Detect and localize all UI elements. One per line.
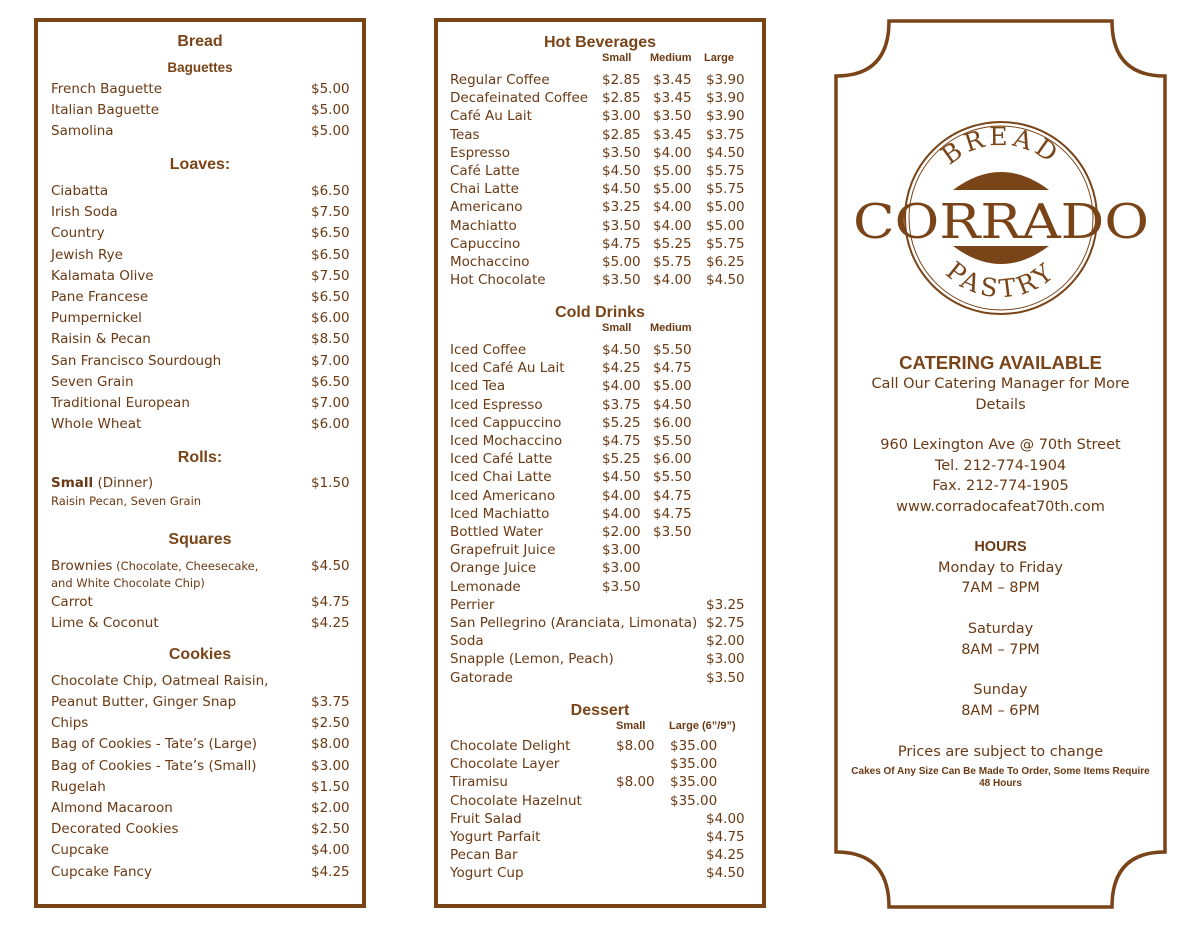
menu-item-name: Cupcake <box>51 842 109 859</box>
menu-item-row <box>450 865 750 883</box>
menu-item-name: Rugelah <box>51 778 106 795</box>
price-medium: $4.00 <box>653 199 692 216</box>
menu-item-name: Decafeinated Coffee <box>450 90 589 107</box>
menu-item-name: Teas <box>450 126 480 143</box>
menu-item-row <box>450 542 750 560</box>
menu-item-price: $5.00 <box>311 123 350 140</box>
price-small: $3.75 <box>602 396 641 413</box>
cold-header-small: Small <box>602 322 632 334</box>
menu-item-name: Iced Espresso <box>450 396 543 413</box>
menu-item-name: French Baguette <box>51 81 163 97</box>
price-large: $5.75 <box>706 235 745 252</box>
menu-item-row <box>450 163 750 181</box>
menu-item-row <box>450 181 750 199</box>
menu-item-row <box>450 108 750 126</box>
price-large: $2.75 <box>706 615 745 631</box>
price-medium: $4.00 <box>653 217 692 234</box>
cold-header-medium: Medium <box>650 322 692 334</box>
rolls-title: Rolls: <box>177 449 223 466</box>
price-small: $4.75 <box>602 433 641 449</box>
hot-header-medium: Medium <box>650 52 692 64</box>
menu-item-name: Country <box>51 225 105 242</box>
menu-item-name: Capuccino <box>450 235 521 252</box>
price-small: $5.00 <box>602 254 641 270</box>
menu-item-row <box>450 560 750 578</box>
menu-item-name: Iced Coffee <box>450 342 527 358</box>
price-small: $3.00 <box>602 560 641 577</box>
menu-item-row <box>450 451 750 469</box>
price-small: $3.00 <box>602 108 641 125</box>
price-medium: $4.75 <box>653 505 692 522</box>
menu-item-row <box>450 218 750 236</box>
menu-item-name: Pumpernickel <box>51 310 142 327</box>
menu-item-row <box>51 694 351 712</box>
catering-line-1: Call Our Catering Manager for More <box>871 376 1130 392</box>
menu-item-name: Regular Coffee <box>450 72 550 88</box>
menu-item-name: Irish Soda <box>51 204 118 221</box>
dessert-header-small: Small <box>616 720 646 732</box>
price-large: $2.00 <box>706 633 745 650</box>
price-large: $3.90 <box>706 72 745 88</box>
price-medium: $5.50 <box>653 469 692 486</box>
menu-item-price: $7.00 <box>311 352 350 369</box>
price-small: $4.00 <box>602 487 641 504</box>
price-large: $3.00 <box>706 651 745 668</box>
rolls-varieties: Raisin Pecan, Seven Grain <box>51 494 202 508</box>
menu-item-row <box>450 145 750 163</box>
menu-item-name: Iced Mochaccino <box>450 433 563 449</box>
price-large: $5.00 <box>706 199 745 216</box>
cold-drinks-title: Cold Drinks <box>555 304 645 321</box>
menu-item-price: $4.75 <box>311 594 350 610</box>
logo-pastry-text: PASTRY <box>940 255 1062 304</box>
menu-item-name: Grapefruit Juice <box>450 542 556 559</box>
saturday-label: Saturday <box>967 621 1034 637</box>
price-large: $3.75 <box>706 126 745 143</box>
menu-item-row <box>51 81 351 99</box>
baguettes-title: Baguettes <box>167 60 233 75</box>
menu-item-name: Café Au Lait <box>450 108 532 125</box>
price-medium: $5.75 <box>653 254 692 270</box>
menu-item-row <box>51 395 351 413</box>
menu-item-name: Carrot <box>51 594 93 610</box>
brownies-name: Brownies <box>51 558 113 574</box>
price-medium: $3.45 <box>653 126 692 143</box>
menu-item-row <box>450 127 750 145</box>
menu-item-price: $2.00 <box>311 800 350 816</box>
brownies-note-2: and White Chocolate Chip) <box>51 576 205 590</box>
menu-item-price: $2.50 <box>311 715 350 732</box>
menu-item-name: Iced Chai Latte <box>450 469 552 486</box>
price-small: $2.00 <box>602 524 641 540</box>
logo-top-dome <box>953 172 1049 190</box>
menu-item-row <box>51 225 351 243</box>
menu-item-name: Machiatto <box>450 217 517 234</box>
menu-item-name: Italian Baguette <box>51 102 160 119</box>
menu-item-price: $6.50 <box>311 183 350 199</box>
menu-item-name: Whole Wheat <box>51 416 142 433</box>
menu-item-row <box>51 842 351 860</box>
rolls-small-label: Small <box>51 475 94 491</box>
menu-item-name: Jewish Rye <box>51 246 123 263</box>
menu-item-name: Samolina <box>51 123 114 140</box>
menu-item-name: Iced Café Latte <box>450 451 553 468</box>
hot-header-large: Large <box>704 52 734 64</box>
menu-item-row <box>51 615 351 633</box>
menu-item-name: Mochaccino <box>450 254 530 270</box>
price-medium: $4.00 <box>653 144 692 161</box>
price-large: $35.00 <box>670 756 718 773</box>
price-large: $6.25 <box>706 254 745 270</box>
brownies-note: (Chocolate, Cheesecake, <box>112 559 259 573</box>
website-link[interactable]: www.corradocafeat70th.com <box>896 499 1105 515</box>
menu-item-name: Chips <box>51 715 89 732</box>
menu-item-row <box>51 123 351 141</box>
price-large: $3.25 <box>706 596 745 613</box>
price-medium: $5.50 <box>653 342 692 358</box>
menu-item-row <box>450 378 750 396</box>
menu-item-name: Café Latte <box>450 163 520 179</box>
brownies-price: $4.50 <box>311 558 350 574</box>
logo-bread-text: BREAD <box>935 121 1067 171</box>
price-small: $4.50 <box>602 181 641 198</box>
price-each: $4.50 <box>706 865 745 882</box>
menu-item-name: Hot Chocolate <box>450 272 546 289</box>
menu-item-name: Iced Tea <box>450 378 506 395</box>
price-each: $4.00 <box>706 810 745 827</box>
menu-item-name: Soda <box>450 633 484 650</box>
menu-item-name: Pecan Bar <box>450 847 518 864</box>
menu-item-name: Pane Francese <box>51 289 149 305</box>
menu-item-row <box>450 670 750 688</box>
menu-item-name: Chocolate Hazelnut <box>450 792 582 809</box>
price-small: $4.50 <box>602 163 641 179</box>
menu-item-price: $8.50 <box>311 331 350 348</box>
menu-item-row <box>450 506 750 524</box>
dessert-title: Dessert <box>570 702 630 719</box>
catering-title: CATERING AVAILABLE <box>899 352 1102 373</box>
menu-item-name: Yogurt Cup <box>450 865 524 882</box>
loaves-title: Loaves: <box>169 156 231 173</box>
menu-item-row <box>450 615 750 633</box>
price-medium: $5.00 <box>653 163 692 179</box>
menu-item-row <box>450 397 750 415</box>
price-large: $4.50 <box>706 272 745 289</box>
price-small: $4.25 <box>602 360 641 377</box>
rolls-small-row <box>51 475 351 493</box>
price-medium: $3.45 <box>653 90 692 107</box>
price-medium: $4.00 <box>653 272 692 289</box>
cookies-title: Cookies <box>168 646 232 663</box>
menu-item-price: $7.50 <box>311 267 350 284</box>
menu-item-price: $4.25 <box>311 615 350 632</box>
menu-item-name: Gatorade <box>450 669 513 686</box>
menu-item-name: Decorated Cookies <box>51 821 179 838</box>
menu-item-row <box>450 847 750 865</box>
price-large: $3.90 <box>706 90 745 107</box>
menu-item-row <box>51 310 351 328</box>
menu-item-price: $6.00 <box>311 416 350 433</box>
price-small: $5.25 <box>602 451 641 468</box>
menu-item-name: Chocolate Layer <box>450 756 560 773</box>
prices-note: Prices are subject to change <box>897 744 1104 760</box>
saturday-hours: 8AM – 7PM <box>961 642 1040 658</box>
menu-item-price: $3.75 <box>311 694 350 710</box>
menu-item-row <box>450 651 750 669</box>
price-large: $4.50 <box>706 144 745 161</box>
price-small: $3.25 <box>602 199 641 216</box>
menu-item-name: Bag of Cookies - Tate’s (Large) <box>51 736 258 753</box>
hot-header-small: Small <box>602 52 632 64</box>
menu-item-row <box>51 247 351 265</box>
menu-item-row <box>450 469 750 487</box>
sunday-hours: 8AM – 6PM <box>961 703 1040 719</box>
menu-item-row <box>450 738 750 756</box>
price-small: $4.00 <box>602 378 641 395</box>
weekday-label: Monday to Friday <box>938 560 1063 576</box>
menu-item-name: Peanut Butter, Ginger Snap <box>51 694 237 710</box>
menu-item-row <box>51 204 351 222</box>
menu-item-row <box>51 102 351 120</box>
bread-menu-panel <box>34 18 366 908</box>
menu-item-price: $6.50 <box>311 289 350 305</box>
menu-item-row <box>450 90 750 108</box>
menu-item-row <box>51 594 351 612</box>
price-small: $2.85 <box>602 90 641 107</box>
menu-item-name: Bottled Water <box>450 524 543 540</box>
menu-item-name: Chai Latte <box>450 181 519 198</box>
menu-item-row <box>51 758 351 776</box>
menu-item-row <box>450 774 750 792</box>
price-medium: $5.50 <box>653 433 692 449</box>
menu-item-row <box>51 779 351 797</box>
menu-item-row <box>450 254 750 272</box>
menu-item-price: $5.00 <box>311 102 350 119</box>
price-medium: $5.25 <box>653 235 692 252</box>
price-medium: $5.00 <box>653 181 692 198</box>
menu-item-row <box>450 793 750 811</box>
menu-item-row <box>450 597 750 615</box>
menu-item-row <box>450 272 750 290</box>
price-small: $4.75 <box>602 235 641 252</box>
menu-item-name: Lime & Coconut <box>51 615 159 632</box>
menu-item-name: Snapple (Lemon, Peach) <box>450 651 614 668</box>
price-small: $4.50 <box>602 342 641 358</box>
price-large: $3.50 <box>706 669 745 686</box>
menu-item-name: Iced Machiatto <box>450 505 550 522</box>
price-large: $35.00 <box>670 774 718 791</box>
menu-item-price: $6.50 <box>311 246 350 263</box>
rolls-price: $1.50 <box>311 475 350 491</box>
menu-item-row <box>450 199 750 217</box>
menu-item-row <box>450 524 750 542</box>
menu-item-name: Seven Grain <box>51 373 134 390</box>
cookies-line1 <box>51 673 351 691</box>
price-medium: $4.75 <box>653 360 692 377</box>
menu-item-price: $6.50 <box>311 373 350 390</box>
menu-item-name: Yogurt Parfait <box>450 829 541 845</box>
weekday-hours: 7AM – 8PM <box>961 580 1040 596</box>
rolls-small-suffix: (Dinner) <box>93 475 154 491</box>
menu-item-row <box>450 360 750 378</box>
menu-item-price: $5.00 <box>311 81 350 97</box>
menu-item-name: Cupcake Fancy <box>51 863 152 880</box>
menu-item-row <box>51 800 351 818</box>
menu-item-row <box>51 374 351 392</box>
menu-item-row <box>450 488 750 506</box>
fax: Fax. 212-774-1905 <box>932 478 1069 494</box>
menu-item-row <box>450 236 750 254</box>
price-medium: $3.50 <box>653 108 692 125</box>
price-medium: $5.00 <box>653 378 692 395</box>
price-medium: $6.00 <box>653 451 692 468</box>
cookies-line1-text: Chocolate Chip, Oatmeal Raisin, <box>51 673 269 689</box>
menu-item-row <box>51 736 351 754</box>
beverages-menu-panel <box>434 18 766 908</box>
menu-item-row <box>51 268 351 286</box>
logo-corrado-text: CORRADO <box>853 194 1149 250</box>
menu-item-price: $4.00 <box>311 842 350 859</box>
price-small: $3.50 <box>602 272 641 289</box>
menu-item-row <box>450 633 750 651</box>
price-large: $35.00 <box>670 792 718 809</box>
menu-item-price: $3.00 <box>311 757 350 774</box>
menu-item-price: $8.00 <box>311 736 350 753</box>
price-each: $4.25 <box>706 847 745 864</box>
price-small: $3.50 <box>602 578 641 595</box>
menu-item-row <box>51 353 351 371</box>
menu-item-row <box>51 416 351 434</box>
price-medium: $4.50 <box>653 396 692 413</box>
order-note: Cakes Of Any Size Can Be Made To Order, Some Items Require 48 Hours <box>851 766 1150 789</box>
menu-item-row <box>450 72 750 90</box>
menu-item-price: $6.50 <box>311 225 350 242</box>
telephone: Tel. 212-774-1904 <box>934 458 1067 474</box>
price-medium: $3.45 <box>653 72 692 88</box>
price-small: $4.50 <box>602 469 641 486</box>
menu-item-row <box>450 756 750 774</box>
catering-line-2: Details <box>975 397 1026 413</box>
price-small: $8.00 <box>616 738 655 754</box>
info-panel <box>833 18 1168 910</box>
menu-item-row <box>51 331 351 349</box>
sunday-label: Sunday <box>973 682 1028 698</box>
price-small: $4.00 <box>602 505 641 522</box>
bread-title: Bread <box>177 33 223 50</box>
menu-item-name: Kalamata Olive <box>51 267 154 284</box>
menu-item-price: $7.00 <box>311 395 350 411</box>
menu-item-name: Americano <box>450 199 523 216</box>
price-large: $3.90 <box>706 108 745 125</box>
menu-item-name: Traditional European <box>51 395 190 411</box>
menu-item-price: $2.50 <box>311 821 350 838</box>
menu-item-name: San Pellegrino (Aranciata, Limonata) <box>450 615 698 631</box>
menu-item-name: Almond Macaroon <box>51 800 173 816</box>
menu-item-name: Tiramisu <box>450 774 508 791</box>
menu-item-name: Chocolate Delight <box>450 738 571 754</box>
menu-item-name: Lemonade <box>450 578 521 595</box>
price-small: $3.00 <box>602 542 641 559</box>
price-large: $5.75 <box>706 163 745 179</box>
address: 960 Lexington Ave @ 70th Street <box>880 437 1121 453</box>
price-large: $5.75 <box>706 181 745 198</box>
menu-item-name: Orange Juice <box>450 560 537 577</box>
menu-item-name: Ciabatta <box>51 183 109 199</box>
menu-item-name: Espresso <box>450 144 511 161</box>
menu-item-name: Iced Americano <box>450 487 556 504</box>
menu-item-row <box>450 829 750 847</box>
menu-item-name: Iced Café Au Lait <box>450 360 565 377</box>
price-small: $3.50 <box>602 217 641 234</box>
brownies-row <box>51 558 351 576</box>
menu-item-row <box>51 715 351 733</box>
price-medium: $3.50 <box>653 524 692 540</box>
price-medium: $6.00 <box>653 414 692 431</box>
menu-item-price: $1.50 <box>311 778 350 795</box>
price-small: $2.85 <box>602 72 641 88</box>
menu-item-name: Bag of Cookies - Tate’s (Small) <box>51 757 257 774</box>
price-small: $2.85 <box>602 126 641 143</box>
menu-item-row <box>51 289 351 307</box>
squares-title: Squares <box>168 531 232 548</box>
menu-item-price: $7.50 <box>311 204 350 221</box>
menu-item-name: Fruit Salad <box>450 810 522 827</box>
hours-title: HOURS <box>974 539 1027 555</box>
menu-item-row <box>450 342 750 360</box>
menu-item-row <box>450 811 750 829</box>
corrado-logo <box>833 98 1168 328</box>
price-large: $5.00 <box>706 217 745 234</box>
menu-item-row <box>51 864 351 882</box>
menu-item-name: Raisin & Pecan <box>51 331 151 348</box>
price-small: $3.50 <box>602 144 641 161</box>
price-small: $8.00 <box>616 774 655 791</box>
menu-item-row <box>51 183 351 201</box>
price-small: $5.25 <box>602 414 641 431</box>
menu-item-price: $6.00 <box>311 310 350 327</box>
menu-item-row <box>450 579 750 597</box>
menu-item-name: San Francisco Sourdough <box>51 352 222 369</box>
price-medium: $4.75 <box>653 487 692 504</box>
menu-item-name: Perrier <box>450 596 495 613</box>
dessert-header-large: Large (6”/9”) <box>669 720 736 732</box>
menu-item-name: Iced Cappuccino <box>450 414 562 431</box>
price-large: $35.00 <box>670 738 718 754</box>
menu-item-row <box>51 821 351 839</box>
hot-beverages-title: Hot Beverages <box>543 34 657 51</box>
menu-item-row <box>450 433 750 451</box>
menu-item-price: $4.25 <box>311 863 350 880</box>
price-each: $4.75 <box>706 829 745 845</box>
menu-item-row <box>450 415 750 433</box>
